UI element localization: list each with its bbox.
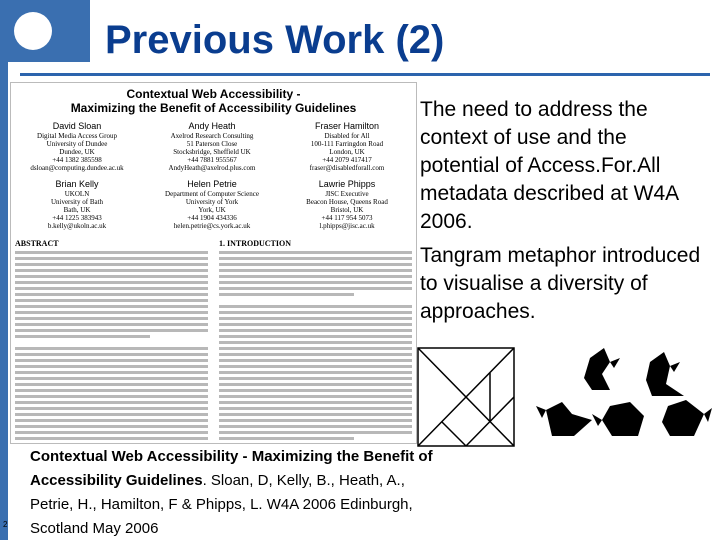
text-line (219, 293, 354, 296)
text-line (219, 359, 412, 362)
author-name: Fraser Hamilton (314, 121, 379, 131)
tangram-bird-icon (536, 402, 592, 436)
author-line: Department of Computer Science (165, 190, 259, 198)
text-line (219, 401, 412, 404)
tangram-illustration (414, 344, 712, 452)
author-line: London, UK (329, 148, 365, 156)
author-2 (152, 121, 272, 172)
tangram-bird-icon (646, 352, 684, 396)
author-name: Andy Heath (188, 121, 236, 131)
author-name: David Sloan (52, 121, 102, 131)
text-line (15, 419, 208, 422)
author-line: UKOLN (64, 190, 90, 198)
text-line (15, 431, 208, 434)
text-line (219, 425, 412, 428)
slide-number: 2 (3, 520, 8, 529)
author-line: Bath, UK (63, 206, 91, 214)
text-line (15, 353, 208, 356)
text-line (219, 353, 412, 356)
author-line: helen.petrie@cs.york.ac.uk (173, 222, 251, 230)
author-line: AndyHeath@axelrod.plus.com (168, 164, 256, 172)
author-line: +44 1382 385598 (52, 156, 102, 164)
paper-title (11, 87, 416, 115)
text-line (15, 359, 208, 362)
text-line (15, 263, 208, 266)
text-line (15, 389, 208, 392)
text-line (219, 257, 412, 260)
tangram-square-icon (418, 348, 514, 446)
author-line: 51 Paterson Close (186, 140, 238, 148)
text-line (219, 269, 412, 272)
introduction-heading: 1. INTRODUCTION (219, 239, 292, 248)
text-line (219, 365, 412, 368)
author-line: Disabled for All (324, 132, 370, 140)
author-line: Axelrod Research Consulting (170, 132, 254, 140)
author-line: dsloan@computing.dundee.ac.uk (30, 164, 124, 172)
author-line: 100-111 Farringdon Road (310, 140, 384, 148)
text-line (219, 431, 412, 434)
text-line (15, 371, 208, 374)
text-line (219, 377, 412, 380)
text-line (15, 329, 208, 332)
text-line (219, 341, 412, 344)
citation-title: Contextual Web Accessibility - Maximizing the Benefit of Accessibility Guidelines (30, 448, 433, 489)
text-line (15, 377, 208, 380)
text-line (15, 257, 208, 260)
author-5 (152, 179, 272, 230)
author-line: +44 117 954 5073 (321, 214, 373, 222)
text-line (219, 419, 412, 422)
text-line (15, 437, 208, 440)
title-rule (20, 73, 710, 76)
text-line (219, 263, 412, 266)
introduction-column (219, 239, 412, 443)
author-name: Helen Petrie (187, 179, 237, 189)
text-line (15, 251, 208, 254)
author-name: Brian Kelly (55, 179, 99, 189)
text-line (15, 347, 208, 350)
text-line (219, 383, 412, 386)
slide-title: Previous Work (2) (105, 18, 445, 62)
author-line: University of Dundee (46, 140, 108, 148)
text-line (219, 407, 412, 410)
abstract-heading: ABSTRACT (15, 239, 59, 248)
author-line: University of York (185, 198, 239, 206)
author-line: l.phipps@jisc.ac.uk (319, 222, 375, 230)
citation-details: . Sloan, D, Kelly, B., Heath, A., Petrie, H., Hamilton, F & Phipps, L. W4A 2006 Edinburgh, Scotland May 2006 (30, 472, 413, 537)
author-3 (287, 121, 407, 172)
author-line: York, UK (198, 206, 226, 214)
text-line (219, 275, 412, 278)
text-line (219, 395, 412, 398)
text-line (219, 281, 412, 284)
author-line: +44 2079 417417 (322, 156, 372, 164)
author-6 (287, 179, 407, 230)
text-line (219, 311, 412, 314)
text-line (15, 395, 208, 398)
text-line (15, 413, 208, 416)
author-line: fraser@disabledforall.com (309, 164, 385, 172)
author-line: +44 1225 383943 (52, 214, 102, 222)
text-line (219, 317, 412, 320)
paper-title-line1: Contextual Web Accessibility - (126, 87, 301, 101)
paper-thumbnail (10, 82, 417, 444)
author-1 (17, 121, 137, 172)
author-line: Stocksbridge, Sheffield UK (173, 148, 251, 156)
tangram-bird-icon (584, 348, 620, 390)
author-line: Beacon House, Queens Road (306, 198, 388, 206)
logo-block (0, 0, 90, 62)
text-line (15, 299, 208, 302)
text-line (219, 305, 412, 308)
author-line: +44 1904 434336 (187, 214, 237, 222)
author-4 (17, 179, 137, 230)
text-line (15, 305, 208, 308)
text-line (219, 347, 412, 350)
text-line (219, 335, 412, 338)
author-line: Digital Media Access Group (37, 132, 117, 140)
bullet-item: The need to address the context of use and the potential of Access.For.All metadata described at W4A 2006. (420, 98, 678, 233)
author-line: Bristol, UK (330, 206, 364, 214)
paper-title-line2: Maximizing the Benefit of Accessibility Guidelines (70, 101, 357, 115)
text-line (219, 389, 412, 392)
text-line (219, 371, 412, 374)
citation-caption (30, 445, 450, 541)
paper-body (15, 239, 412, 439)
text-line (15, 335, 150, 338)
author-line: Dundee, UK (59, 148, 95, 156)
text-line (15, 407, 208, 410)
text-line (15, 383, 208, 386)
side-stripe (0, 62, 8, 540)
text-line (15, 425, 208, 428)
text-line (15, 317, 208, 320)
author-line: JISC Executive (325, 190, 369, 198)
text-line (15, 323, 208, 326)
author-line: University of Bath (50, 198, 104, 206)
text-line (219, 251, 412, 254)
bullet-item: Tangram metaphor introduced to visualise a diversity of approaches. (420, 244, 701, 323)
logo-icon (14, 12, 52, 50)
text-line (15, 293, 208, 296)
text-line (15, 275, 208, 278)
bullet-list (420, 96, 710, 332)
abstract-column (15, 239, 208, 444)
text-line (15, 365, 208, 368)
text-line (15, 401, 208, 404)
text-line (15, 311, 208, 314)
tangram-bird-icon (662, 400, 712, 436)
tangram-bird-icon (592, 402, 644, 436)
text-line (219, 329, 412, 332)
text-line (219, 437, 354, 440)
text-line (219, 323, 412, 326)
text-line (219, 287, 412, 290)
text-line (219, 413, 412, 416)
text-line (15, 287, 208, 290)
author-block (11, 115, 416, 235)
author-line: b.kelly@ukoln.ac.uk (47, 222, 107, 230)
text-line (15, 281, 208, 284)
text-line (15, 269, 208, 272)
author-line: +44 7881 955567 (187, 156, 237, 164)
author-name: Lawrie Phipps (318, 179, 376, 189)
text-line (15, 443, 150, 444)
